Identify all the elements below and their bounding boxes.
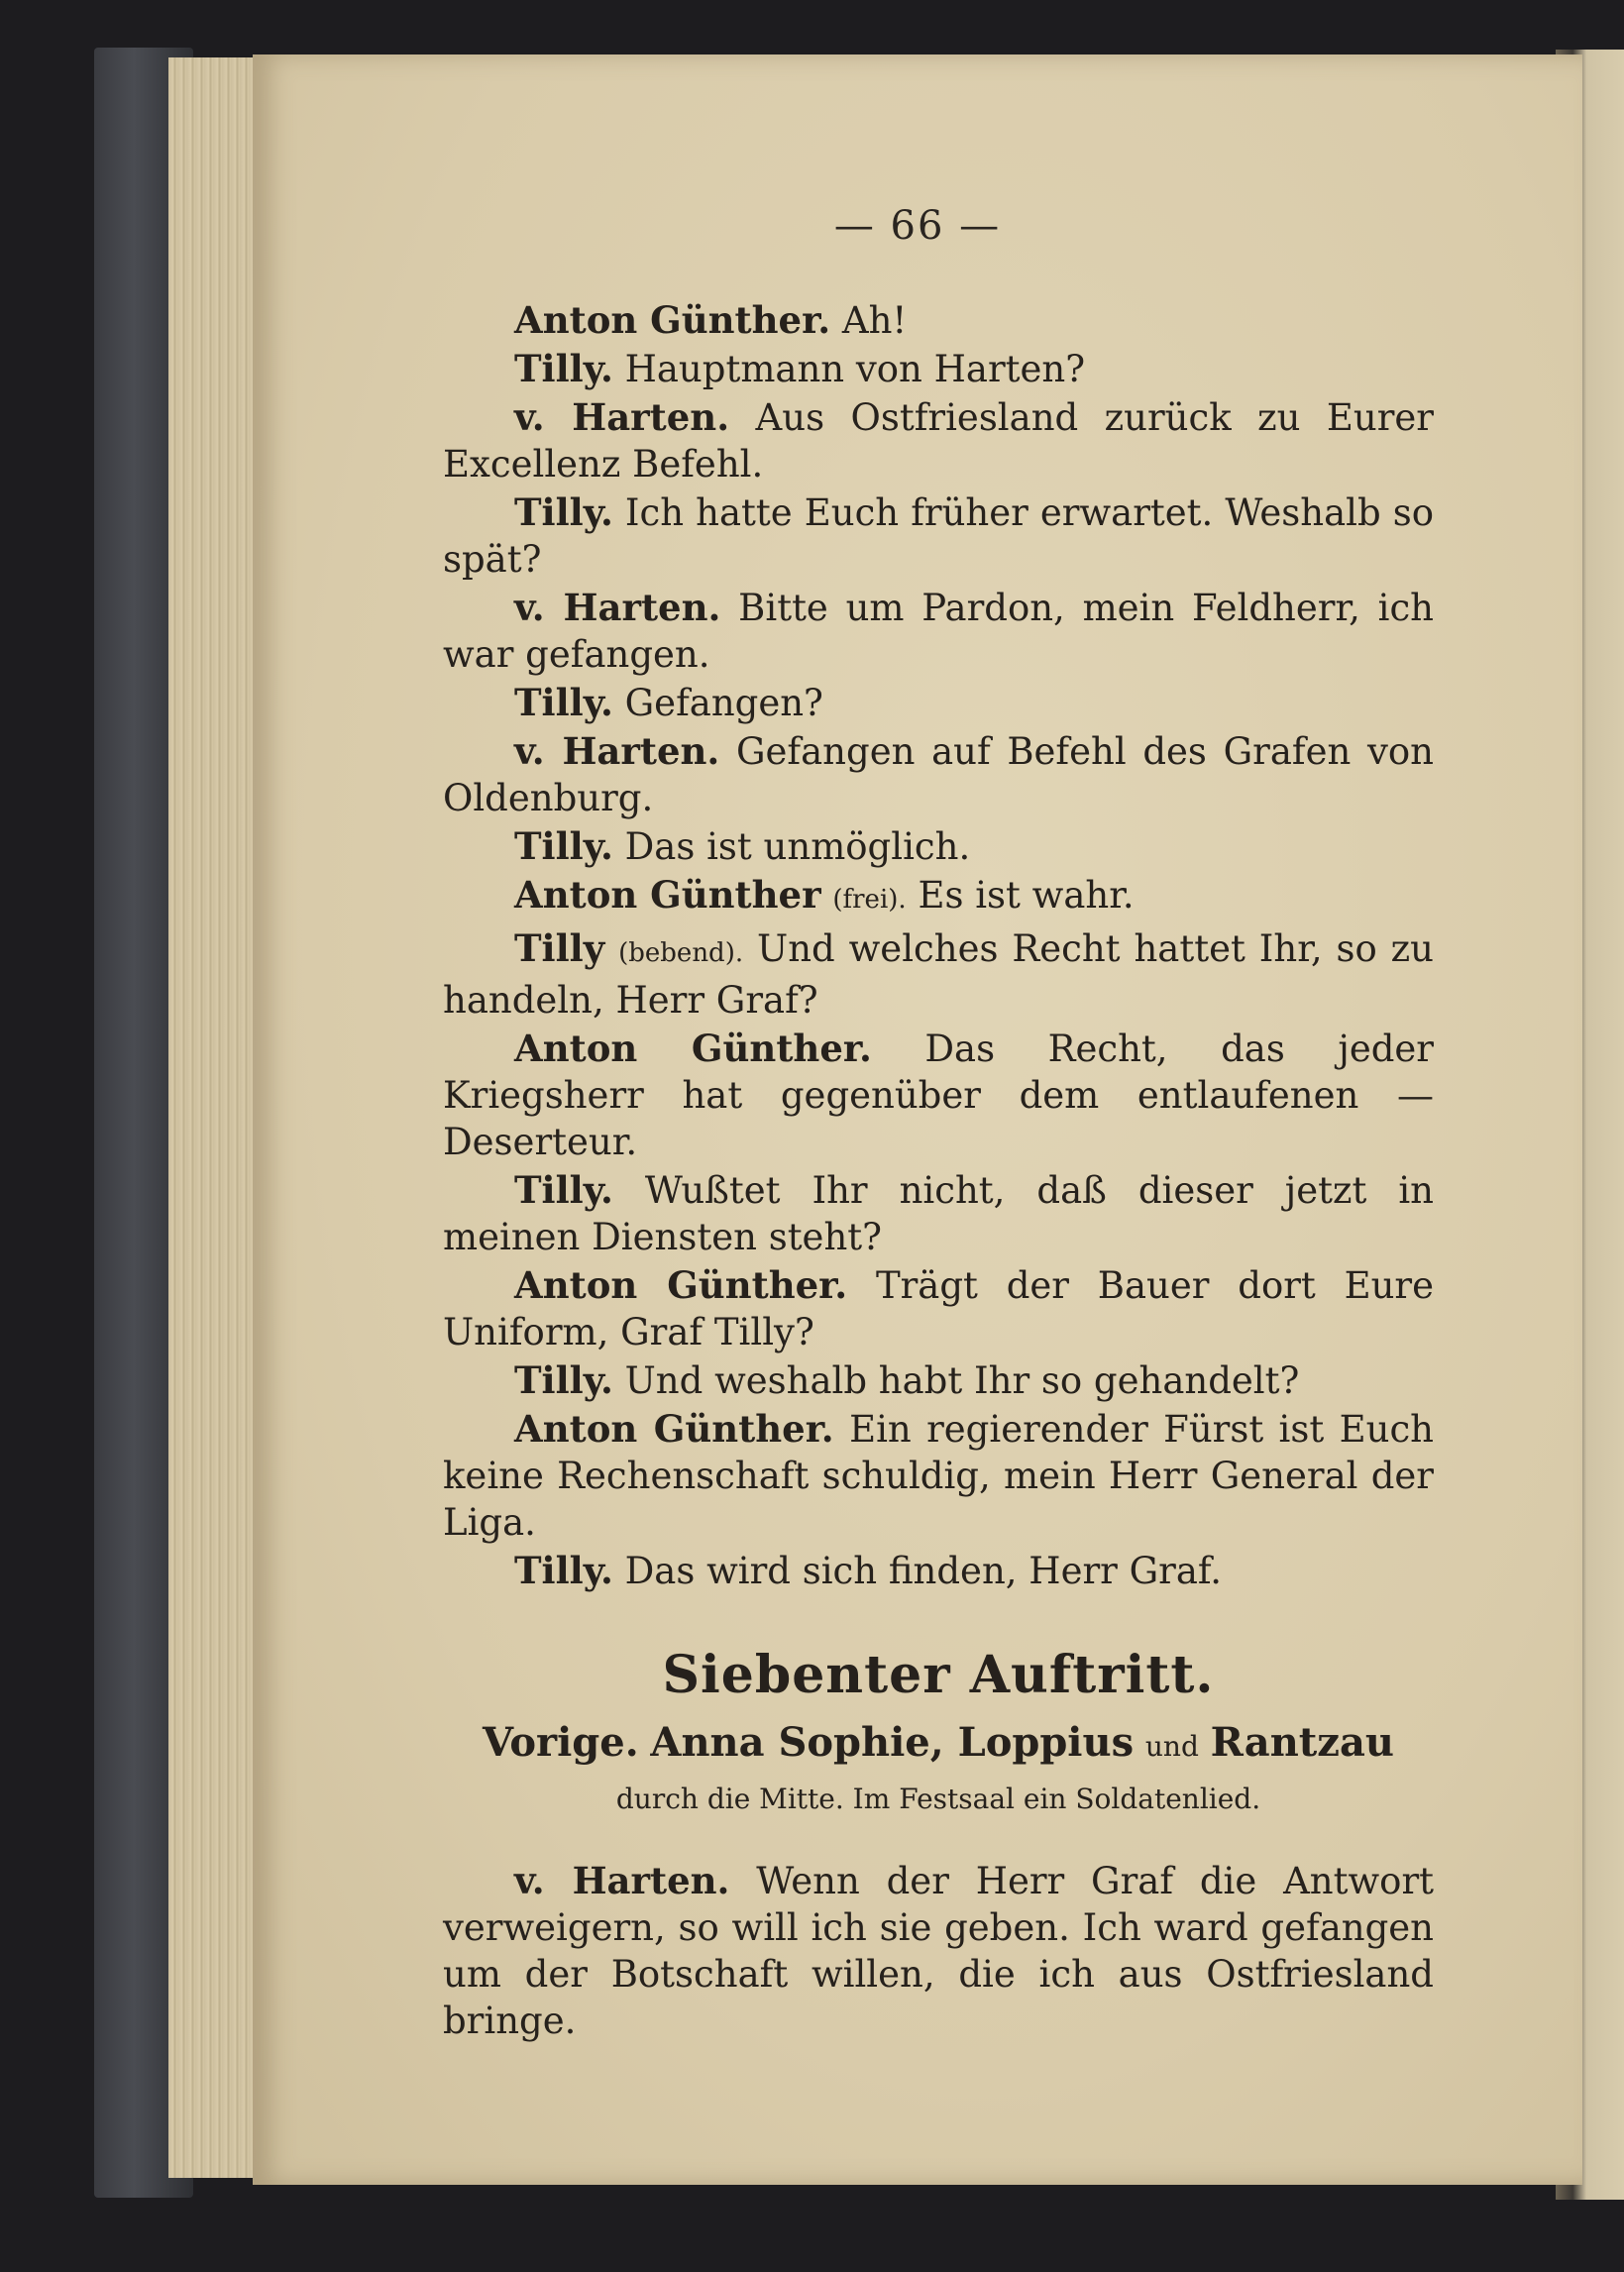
stage-part: Vorige. <box>482 1719 639 1766</box>
dialogue-line <box>443 1548 1434 1594</box>
dialogue-line <box>443 680 1434 726</box>
stage-part: Rantzau <box>1210 1719 1394 1766</box>
speaker-name: Tilly. <box>514 347 613 390</box>
stage-part: durch die Mitte. Im Festsaal ein Soldatenlied. <box>615 1783 1261 1815</box>
dialogue-line <box>443 1026 1434 1165</box>
speaker-name: Tilly. <box>514 1168 613 1212</box>
line-text: Und welches Recht hattet Ihr, so zu handeln, Herr Graf? <box>443 927 1434 1022</box>
dialogue-line <box>443 728 1434 821</box>
page-number: — 66 — <box>833 203 1002 249</box>
line-text: Trägt der Bauer dort Eure Uniform, Graf Tilly? <box>443 1264 1434 1353</box>
line-text: Hauptmann von Harten? <box>624 348 1086 390</box>
page-text <box>443 297 1434 2046</box>
line-text: Gefangen? <box>624 682 823 724</box>
dialogue-block <box>443 297 1434 1594</box>
speaker-name: Tilly <box>514 926 605 970</box>
speaker-name: Tilly. <box>514 1549 613 1592</box>
dialogue-line <box>443 872 1434 923</box>
speaker-name: Anton Günther <box>514 873 821 917</box>
speaker-name: Tilly. <box>514 824 613 868</box>
line-text: Das wird sich finden, Herr Graf. <box>624 1550 1223 1592</box>
scene-title: Siebenter Auftritt. <box>662 1645 1215 1705</box>
dialogue-line <box>443 823 1434 870</box>
line-text: Wußtet Ihr nicht, daß dieser jetzt in meinen Diensten steht? <box>443 1169 1434 1258</box>
line-text: Gefangen auf Befehl des Grafen von Oldenburg. <box>443 730 1434 819</box>
dialogue-line <box>443 1262 1434 1355</box>
dialogue-line <box>443 394 1434 487</box>
speaker-name: Anton Günther. <box>514 1263 848 1307</box>
line-text: Das ist unmöglich. <box>624 825 971 868</box>
book-page <box>253 54 1582 2185</box>
line-text: Ein regierender Fürst ist Euch keine Rechenschaft schuldig, mein Herr General der Liga. <box>443 1408 1435 1544</box>
dialogue-line <box>443 489 1434 583</box>
dialogue-line <box>443 1357 1434 1404</box>
speaker-name: Tilly. <box>514 1358 613 1402</box>
line-text: Wenn der Herr Graf die Antwort verweigern, so will ich sie geben. Ich ward gefangen um der Botschaft willen, die ich aus Ostfriesland bringe. <box>443 1860 1434 2042</box>
speaker-name: v. Harten. <box>514 729 720 773</box>
stage-direction-inline: (bebend). <box>618 938 744 968</box>
line-text: Das Recht, das jeder Kriegsherr hat gegenüber dem entlaufenen — Deserteur. <box>443 1028 1434 1163</box>
closing-line <box>443 1858 1434 2044</box>
speaker-name: Anton Günther. <box>514 1407 834 1451</box>
stage-direction-inline: (frei). <box>832 885 907 915</box>
line-text: Aus Ostfriesland zurück zu Eurer Excellenz Befehl. <box>443 396 1434 486</box>
speaker-name: v. Harten. <box>514 586 721 629</box>
line-text: Bitte um Pardon, mein Feldherr, ich war gefangen. <box>443 587 1434 676</box>
speaker-name: v. Harten. <box>514 1859 730 1902</box>
speaker-name: Tilly. <box>514 490 613 534</box>
speaker-name: Tilly. <box>514 681 613 724</box>
speaker-name: Anton Günther. <box>514 298 831 342</box>
dialogue-line <box>443 925 1434 1024</box>
dialogue-line <box>443 585 1434 678</box>
stage-direction <box>443 1718 1434 1824</box>
speaker-name: v. Harten. <box>514 395 730 439</box>
dialogue-line <box>443 297 1434 344</box>
stage-part: und <box>1144 1730 1199 1763</box>
dialogue-line <box>443 1406 1434 1546</box>
dialogue-line <box>443 346 1434 392</box>
line-text: Und weshalb habt Ihr so gehandelt? <box>624 1359 1300 1402</box>
line-text: Es ist wahr. <box>918 874 1135 917</box>
line-text: Ah! <box>841 299 908 342</box>
speaker-name: Anton Günther. <box>514 1027 872 1070</box>
stage-part: Anna Sophie, Loppius <box>650 1719 1135 1766</box>
line-text: Ich hatte Euch früher erwartet. Weshalb so spät? <box>443 491 1434 581</box>
dialogue-line <box>443 1167 1434 1260</box>
